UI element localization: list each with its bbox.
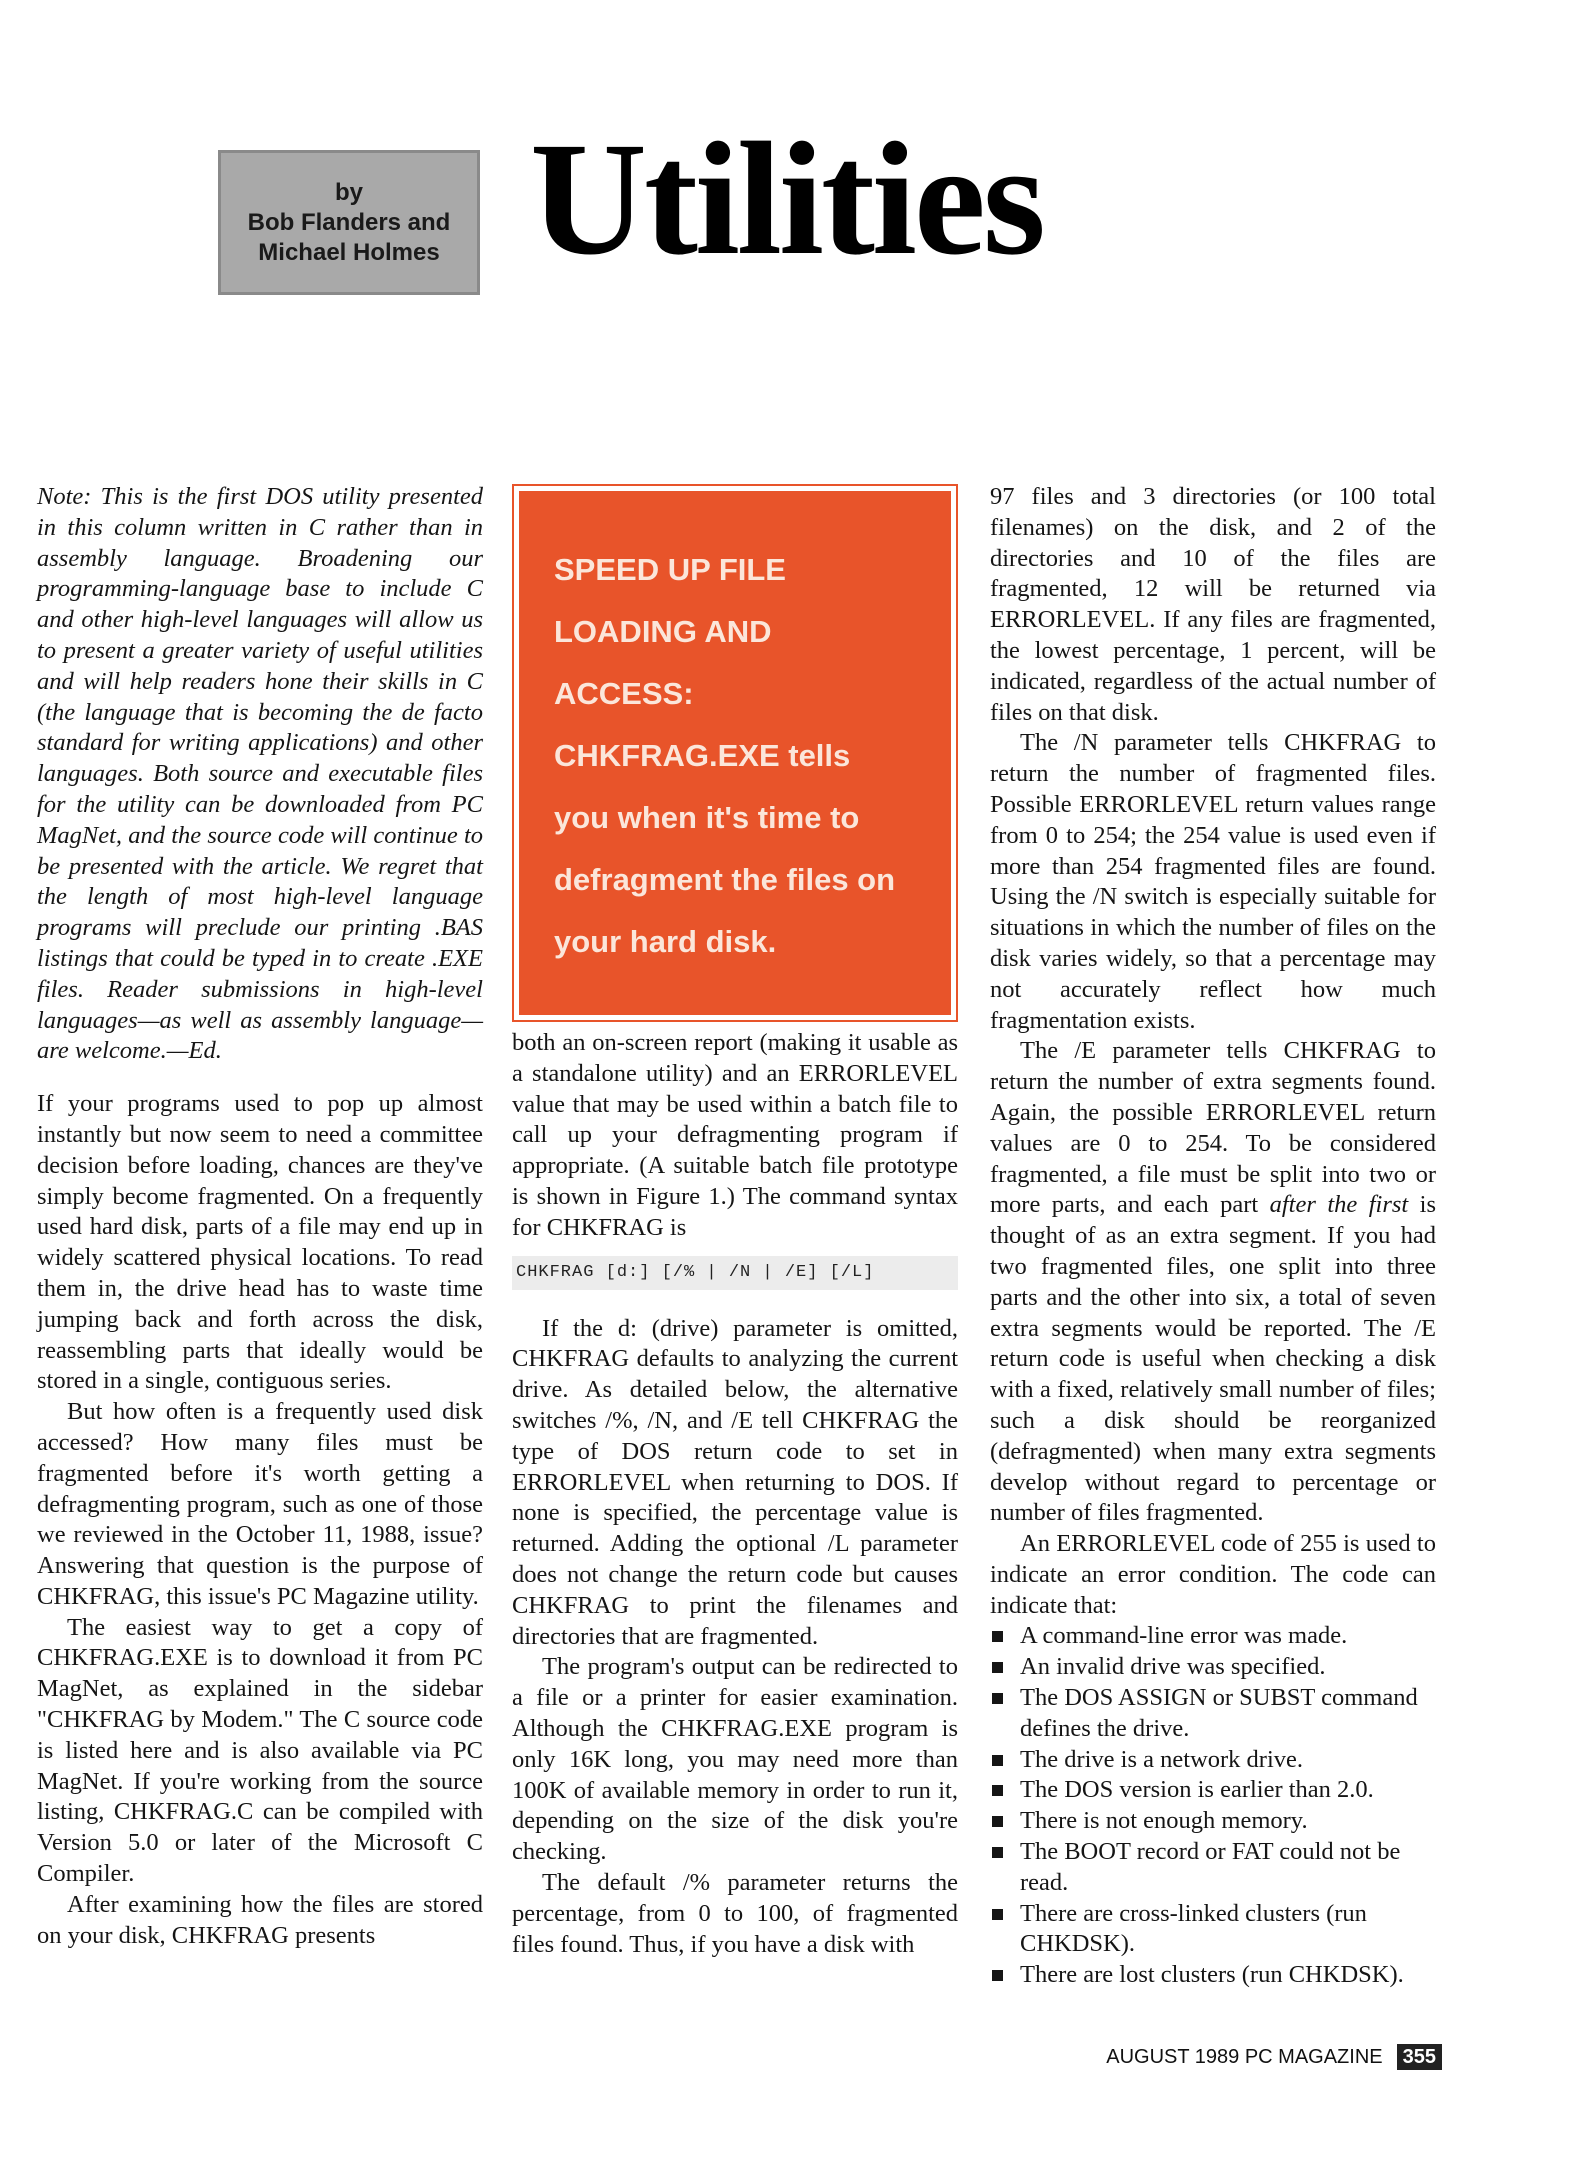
list-item: There are lost clusters (run CHKDSK). xyxy=(990,1960,1436,1991)
paragraph: The /N parameter tells CHKFRAG to return the number of fragmented files. Possible ERRORLEVEL return values range from 0 to 254; the 254 value is used even if more than 254 fragmented files are found. Using the /N switch is especially suitable for situations in which the number of files on the disk varies widely, so that a percentage may not accurately reflect how much fragmentation exists. xyxy=(990,729,1436,1034)
column-2 xyxy=(512,1028,958,1960)
pull-quote-line: LOADING AND xyxy=(554,614,772,649)
paragraph xyxy=(990,1036,1436,1529)
command-syntax: CHKFRAG [d:] [/% | /N | /E] [/L] xyxy=(512,1256,958,1290)
error-list xyxy=(990,1621,1436,1991)
list-item: The BOOT record or FAT could not be read. xyxy=(990,1837,1436,1899)
paragraph: After examining how the files are stored on your disk, CHKFRAG presents xyxy=(37,1890,483,1949)
list-item: There are cross-linked clusters (run CHKDSK). xyxy=(990,1899,1436,1961)
pull-quote-line: you when it's time to xyxy=(554,800,860,835)
list-item: An invalid drive was specified. xyxy=(990,1652,1436,1683)
paragraph: An ERRORLEVEL code of 255 is used to indicate an error condition. The code can indicate that: xyxy=(990,1530,1436,1619)
pull-quote-line: CHKFRAG.EXE tells xyxy=(554,738,851,773)
pull-quote-box xyxy=(512,484,958,1022)
page-title: Utilities xyxy=(530,110,1043,289)
paragraph: The default /% parameter returns the percentage, from 0 to 100, of fragmented files found. Thus, if you have a disk with xyxy=(512,1868,958,1958)
list-item: There is not enough memory. xyxy=(990,1806,1436,1837)
paragraph: both an on-screen report (making it usable as a standalone utility) and an ERRORLEVEL value that may be used within a batch file to call up your defragmenting program if appropriate. (A suitable batch file prototype is shown in Figure 1.) The command syntax for CHKFRAG is xyxy=(512,1029,958,1241)
paragraph: The program's output can be redirected to a file or a printer for easier examination. Although the CHKFRAG.EXE program is only 16K long, you may need more than 100K of available memory in order to run it, depending on the size of the disk you're checking. xyxy=(512,1653,958,1866)
issue-label: AUGUST 1989 PC MAGAZINE xyxy=(1106,2046,1383,2068)
text-run: The /E parameter tells CHKFRAG to return the number of extra segments found. Again, the possible ERRORLEVEL return values are 0 to 254. To be considered fragmented, a file must be split into two or more parts, and each part xyxy=(990,1037,1436,1219)
pull-quote-line: ACCESS: xyxy=(554,676,694,711)
pull-quote-line: your hard disk. xyxy=(554,924,777,959)
list-item: The DOS version is earlier than 2.0. xyxy=(990,1775,1436,1806)
byline-author-1: Bob Flanders and xyxy=(247,208,451,236)
page-number: 355 xyxy=(1397,2044,1442,2070)
byline-box xyxy=(218,150,480,295)
text-run: is thought of as an extra segment. If you had two fragmented files, one split into three parts and the other into six, a total of seven extra segments would be reported. The /E return code is useful when checking a disk with a fixed, relatively small number of files; such a disk should be reorganized (defragmented) when many extra segments develop without regard to percentage or number of files fragmented. xyxy=(990,1191,1436,1527)
pull-quote xyxy=(519,491,951,1015)
pull-quote-line: defragment the files on xyxy=(554,862,896,897)
byline-author-2: Michael Holmes xyxy=(258,238,440,266)
list-item: The DOS ASSIGN or SUBST command defines the drive. xyxy=(990,1683,1436,1745)
byline-by: by xyxy=(334,178,363,206)
editor-note: Note: This is the first DOS utility presented in this column written in C rather than in assembly language. Broadening our programming-language base to include C and other high-level languages will allow us to present a greater variety of useful utilities and will help readers hone their skills in C (the language that is becoming the de facto standard for writing applications) and other languages. Both source and executable files for the utility can be downloaded from PC MagNet, and the source code will continue to be presented with the article. We regret that the length of most high-level language programs will preclude our printing .BAS listings that could be typed in to create .EXE files. Reader submissions in high-level languages—as well as assembly language— are welcome.—Ed. xyxy=(37,483,483,1065)
page-footer xyxy=(1106,2044,1442,2070)
emphasis: after the first xyxy=(1269,1191,1409,1219)
paragraph: 97 files and 3 directories (or 100 total filenames) on the disk, and 2 of the directories and 10 of the files are fragmented, 12 will be returned via ERRORLEVEL. If any files are fragmented, the lowest percentage, 1 percent, will be indicated, regardless of the actual number of files on that disk. xyxy=(990,483,1436,726)
list-item: A command-line error was made. xyxy=(990,1621,1436,1652)
paragraph: If the d: (drive) parameter is omitted, CHKFRAG defaults to analyzing the current drive. As detailed below, the alternative switches /%, /N, and /E tell CHKFRAG the type of DOS return code to set in ERRORLEVEL when returning to DOS. If none is specified, the percentage value is returned. Adding the optional /L parameter does not change the return code but causes CHKFRAG to print the filenames and directories that are fragmented. xyxy=(512,1314,958,1650)
pull-quote-line: SPEED UP FILE xyxy=(554,552,786,587)
paragraph: The easiest way to get a copy of CHKFRAG.EXE is to download it from PC MagNet, as explained in the sidebar "CHKFRAG by Modem." The C source code is listed here and is also available via PC MagNet. If you're working from the source listing, CHKFRAG.C can be compiled with Version 5.0 or later of the Microsoft C Compiler. xyxy=(37,1613,483,1888)
paragraph: If your programs used to pop up almost instantly but now seem to need a committee decision before loading, chances are they've simply become fragmented. On a frequently used hard disk, parts of a file may end up in widely scattered physical locations. To read them in, the drive head has to waste time jumping back and forth across the disk, reassembling parts that ideally would be stored in a single, contiguous series. xyxy=(37,1090,483,1395)
paragraph: But how often is a frequently used disk accessed? How many files must be fragmented before it's worth getting a defragmenting program, such as one of those we reviewed in the October 11, 1988, issue? Answering that question is the purpose of CHKFRAG, this issue's PC Magazine utility. xyxy=(37,1398,483,1610)
column-3 xyxy=(990,482,1436,1991)
column-1 xyxy=(37,482,483,1951)
list-item: The drive is a network drive. xyxy=(990,1745,1436,1776)
